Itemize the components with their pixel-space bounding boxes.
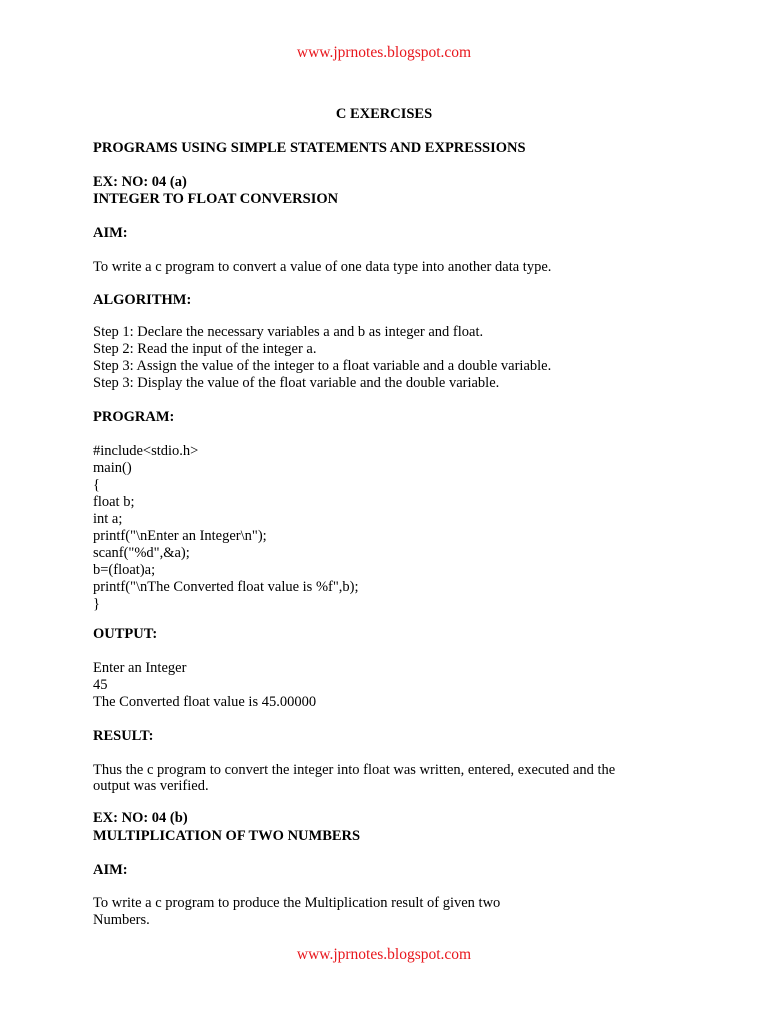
algorithm-step: Step 1: Declare the necessary variables a and b as integer and float. xyxy=(93,324,484,340)
code-line: b=(float)a; xyxy=(93,562,156,578)
exercise-b-aim-heading: AIM: xyxy=(93,862,128,878)
algorithm-step: Step 3: Display the value of the float variable and the double variable. xyxy=(93,375,500,391)
footer-url: www.jprnotes.blogspot.com xyxy=(296,946,472,963)
code-line: int a; xyxy=(93,511,123,527)
code-line: printf("\nThe Converted float value is %f",b); xyxy=(93,579,359,595)
code-line: scanf("%d",&a); xyxy=(93,545,190,561)
code-line: #include<stdio.h> xyxy=(93,443,199,459)
document-subtitle: PROGRAMS USING SIMPLE STATEMENTS AND EXPRESSIONS xyxy=(93,140,526,156)
exercise-a-result-heading: RESULT: xyxy=(93,728,154,744)
code-line: main() xyxy=(93,460,132,476)
result-line: Thus the c program to convert the integer into float was written, entered, executed and the xyxy=(93,762,616,778)
document-title: C EXERCISES xyxy=(335,106,433,122)
exercise-a-algorithm-heading: ALGORITHM: xyxy=(93,292,192,308)
exercise-b-name: MULTIPLICATION OF TWO NUMBERS xyxy=(93,828,361,844)
exercise-a-name: INTEGER TO FLOAT CONVERSION xyxy=(93,191,339,207)
code-line: printf("\nEnter an Integer\n"); xyxy=(93,528,267,544)
code-line: { xyxy=(93,477,100,493)
exercise-a-program-heading: PROGRAM: xyxy=(93,409,175,425)
algorithm-step: Step 2: Read the input of the integer a. xyxy=(93,341,317,357)
code-line: } xyxy=(93,596,100,612)
header-url: www.jprnotes.blogspot.com xyxy=(296,44,472,61)
exercise-a-number: EX: NO: 04 (a) xyxy=(93,174,187,190)
exercise-b-number: EX: NO: 04 (b) xyxy=(93,810,188,826)
exercise-a-output-heading: OUTPUT: xyxy=(93,626,158,642)
exercise-a-aim-heading: AIM: xyxy=(93,225,128,241)
result-line: output was verified. xyxy=(93,778,209,794)
output-line: The Converted float value is 45.00000 xyxy=(93,694,317,710)
code-line: float b; xyxy=(93,494,135,510)
exercise-b-aim-line: To write a c program to produce the Multiplication result of given two xyxy=(93,895,501,911)
exercise-a-aim-text: To write a c program to convert a value of one data type into another data type. xyxy=(93,259,552,275)
algorithm-step: Step 3: Assign the value of the integer to a float variable and a double variable. xyxy=(93,358,552,374)
output-line: 45 xyxy=(93,677,108,693)
exercise-b-aim-line: Numbers. xyxy=(93,912,150,928)
output-line: Enter an Integer xyxy=(93,660,187,676)
